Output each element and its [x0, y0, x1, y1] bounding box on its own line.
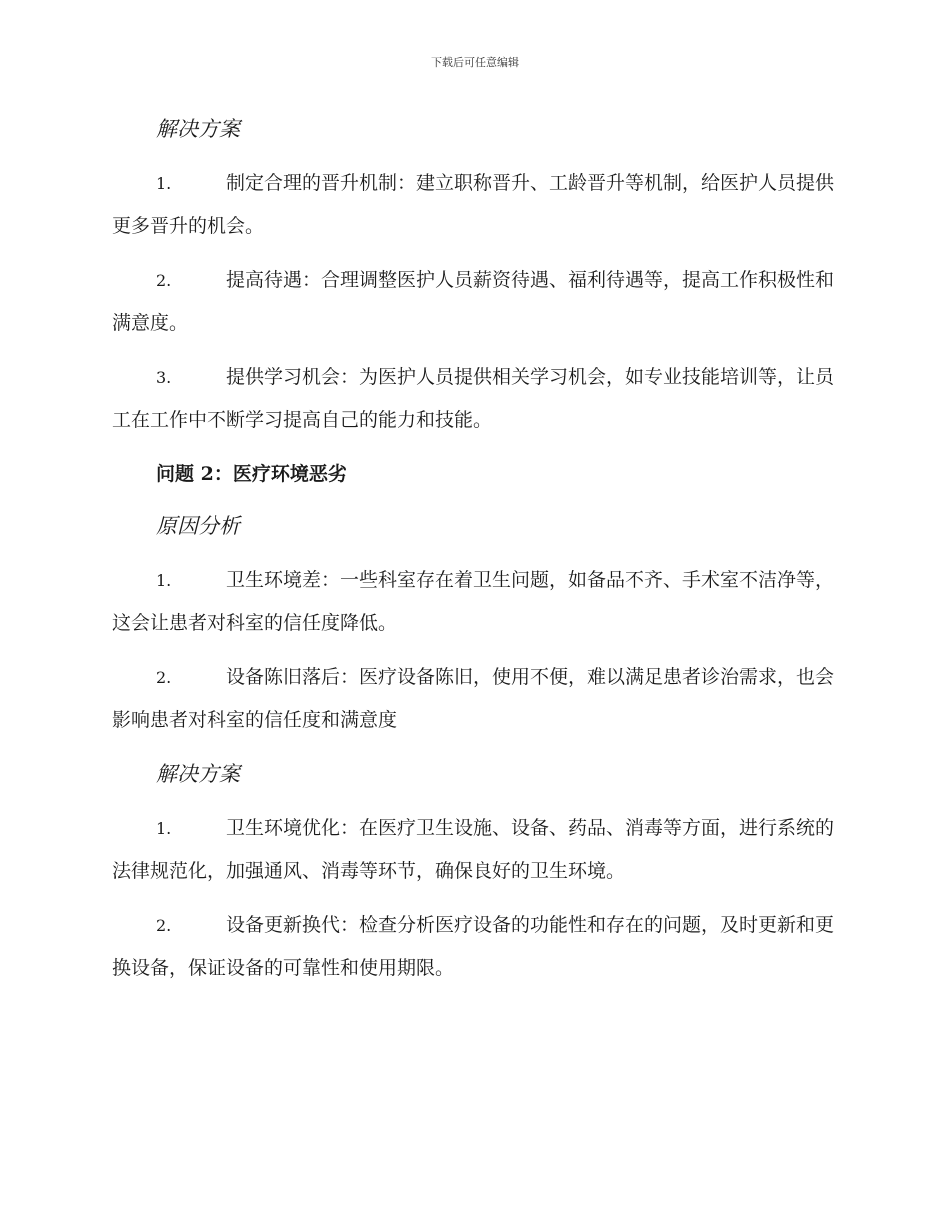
list-item — [112, 259, 834, 344]
item-number: 1. — [156, 174, 172, 193]
item-text: 制定合理的晋升机制：建立职称晋升、工龄晋升等机制，给医护人员提供更多晋升的机会。 — [112, 172, 835, 237]
list-item — [112, 559, 834, 644]
item-number: 2. — [156, 271, 172, 290]
section-heading: 问题 2：医疗环境恶劣 — [156, 463, 347, 485]
section-subhead: 原因分析 — [156, 514, 240, 538]
item-text: 卫生环境差：一些科室存在着卫生问题，如备品不齐、手术室不洁净等，这会让患者对科室的信任度降低。 — [112, 569, 835, 634]
list-item — [112, 162, 834, 247]
page-header: 下载后可任意编辑 — [431, 56, 519, 69]
list-item — [112, 904, 834, 989]
item-number: 1. — [156, 571, 172, 590]
item-number: 2. — [156, 668, 172, 687]
item-text: 提高待遇：合理调整医护人员薪资待遇、福利待遇等，提高工作积极性和满意度。 — [112, 269, 835, 334]
item-number: 2. — [156, 916, 172, 935]
list-item — [112, 807, 834, 892]
item-text: 设备更新换代：检查分析医疗设备的功能性和存在的问题，及时更新和更换设备，保证设备的可靠性和使用期限。 — [112, 914, 835, 979]
item-text: 提供学习机会：为医护人员提供相关学习机会，如专业技能培训等，让员工在工作中不断学习提高自己的能力和技能。 — [112, 366, 835, 431]
section-subhead: 解决方案 — [156, 762, 240, 786]
document-body — [112, 108, 834, 1001]
item-number: 1. — [156, 819, 172, 838]
item-text: 设备陈旧落后：医疗设备陈旧，使用不便，难以满足患者诊治需求，也会影响患者对科室的信任度和满意度 — [112, 666, 835, 731]
section-subhead: 解决方案 — [156, 117, 240, 141]
item-text: 卫生环境优化：在医疗卫生设施、设备、药品、消毒等方面，进行系统的法律规范化，加强通风、消毒等环节，确保良好的卫生环境。 — [112, 817, 835, 882]
item-number: 3. — [156, 368, 172, 387]
list-item — [112, 656, 834, 741]
list-item — [112, 356, 834, 441]
